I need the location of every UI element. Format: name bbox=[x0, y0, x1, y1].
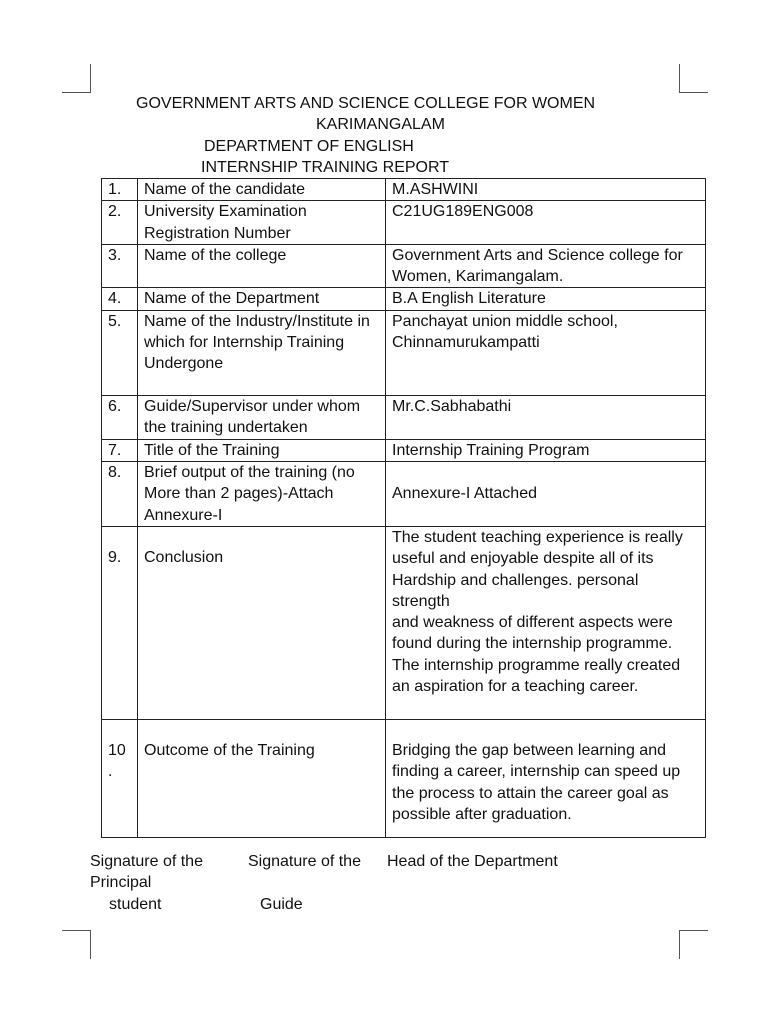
row-value: Internship Training Program bbox=[386, 439, 706, 461]
table-row bbox=[102, 179, 706, 201]
row-value: The student teaching experience is really useful and enjoyable despite all of its Hardship and challenges. personal strength and weakness of different aspects were found during the internship programme. The internship programme really created an aspiration for a teaching career. bbox=[386, 526, 706, 719]
student-label: student bbox=[109, 896, 162, 913]
report-title: INTERNSHIP TRAINING REPORT bbox=[201, 159, 450, 176]
row-number: 6. bbox=[102, 395, 138, 439]
row-number: 5. bbox=[102, 310, 138, 395]
row-value: Annexure-I Attached bbox=[386, 462, 706, 527]
row-value: C21UG189ENG008 bbox=[386, 201, 706, 245]
row-value: B.A English Literature bbox=[386, 288, 706, 310]
table-row bbox=[102, 462, 706, 527]
row-number: 7. bbox=[102, 439, 138, 461]
table-row bbox=[102, 439, 706, 461]
row-value: Panchayat union middle school, Chinnamurukampatti bbox=[386, 310, 706, 395]
row-value: Mr.C.Sabhabathi bbox=[386, 395, 706, 439]
row-field: Conclusion bbox=[138, 526, 386, 719]
row-number: 3. bbox=[102, 244, 138, 288]
row-number: 2. bbox=[102, 201, 138, 245]
principal-label: Principal bbox=[90, 874, 152, 891]
table-row bbox=[102, 526, 706, 719]
table-row bbox=[102, 244, 706, 288]
row-field: Brief output of the training (no More than 2 pages)-Attach Annexure-I bbox=[138, 462, 386, 527]
report-table bbox=[101, 178, 706, 838]
row-field: Name of the college bbox=[138, 244, 386, 288]
row-field: Name of the candidate bbox=[138, 179, 386, 201]
row-number: 9. bbox=[102, 526, 138, 719]
crop-mark-top-right bbox=[679, 64, 708, 93]
row-value: M.ASHWINI bbox=[386, 179, 706, 201]
table-row bbox=[102, 288, 706, 310]
row-field: Name of the Industry/Institute in which for Internship Training Undergone bbox=[138, 310, 386, 395]
row-value: Bridging the gap between learning and finding a career, internship can speed up the process to attain the career goal as possible after graduation. bbox=[386, 719, 706, 837]
row-field: Title of the Training bbox=[138, 439, 386, 461]
crop-mark-top-left bbox=[62, 64, 91, 93]
table-row bbox=[102, 395, 706, 439]
row-number: 4. bbox=[102, 288, 138, 310]
guide-label: Guide bbox=[260, 896, 303, 913]
table-row bbox=[102, 310, 706, 395]
college-name: GOVERNMENT ARTS AND SCIENCE COLLEGE FOR WOMEN bbox=[136, 95, 596, 112]
college-place: KARIMANGALAM bbox=[316, 116, 445, 133]
crop-mark-bottom-right bbox=[679, 930, 708, 959]
department-heading: DEPARTMENT OF ENGLISH bbox=[204, 138, 414, 155]
principal-signature-label: Signature of the bbox=[90, 853, 203, 870]
row-value: Government Arts and Science college for Women, Karimangalam. bbox=[386, 244, 706, 288]
hod-signature-label: Head of the Department bbox=[387, 853, 558, 870]
row-number: 1. bbox=[102, 179, 138, 201]
row-field: University Examination Registration Number bbox=[138, 201, 386, 245]
table-row bbox=[102, 719, 706, 837]
row-field: Name of the Department bbox=[138, 288, 386, 310]
row-number: 8. bbox=[102, 462, 138, 527]
crop-mark-bottom-left bbox=[62, 930, 91, 959]
row-field: Guide/Supervisor under whom the training undertaken bbox=[138, 395, 386, 439]
table-row bbox=[102, 201, 706, 245]
guide-signature-label: Signature of the bbox=[248, 853, 361, 870]
row-number: 10 . bbox=[102, 719, 138, 837]
row-field: Outcome of the Training bbox=[138, 719, 386, 837]
